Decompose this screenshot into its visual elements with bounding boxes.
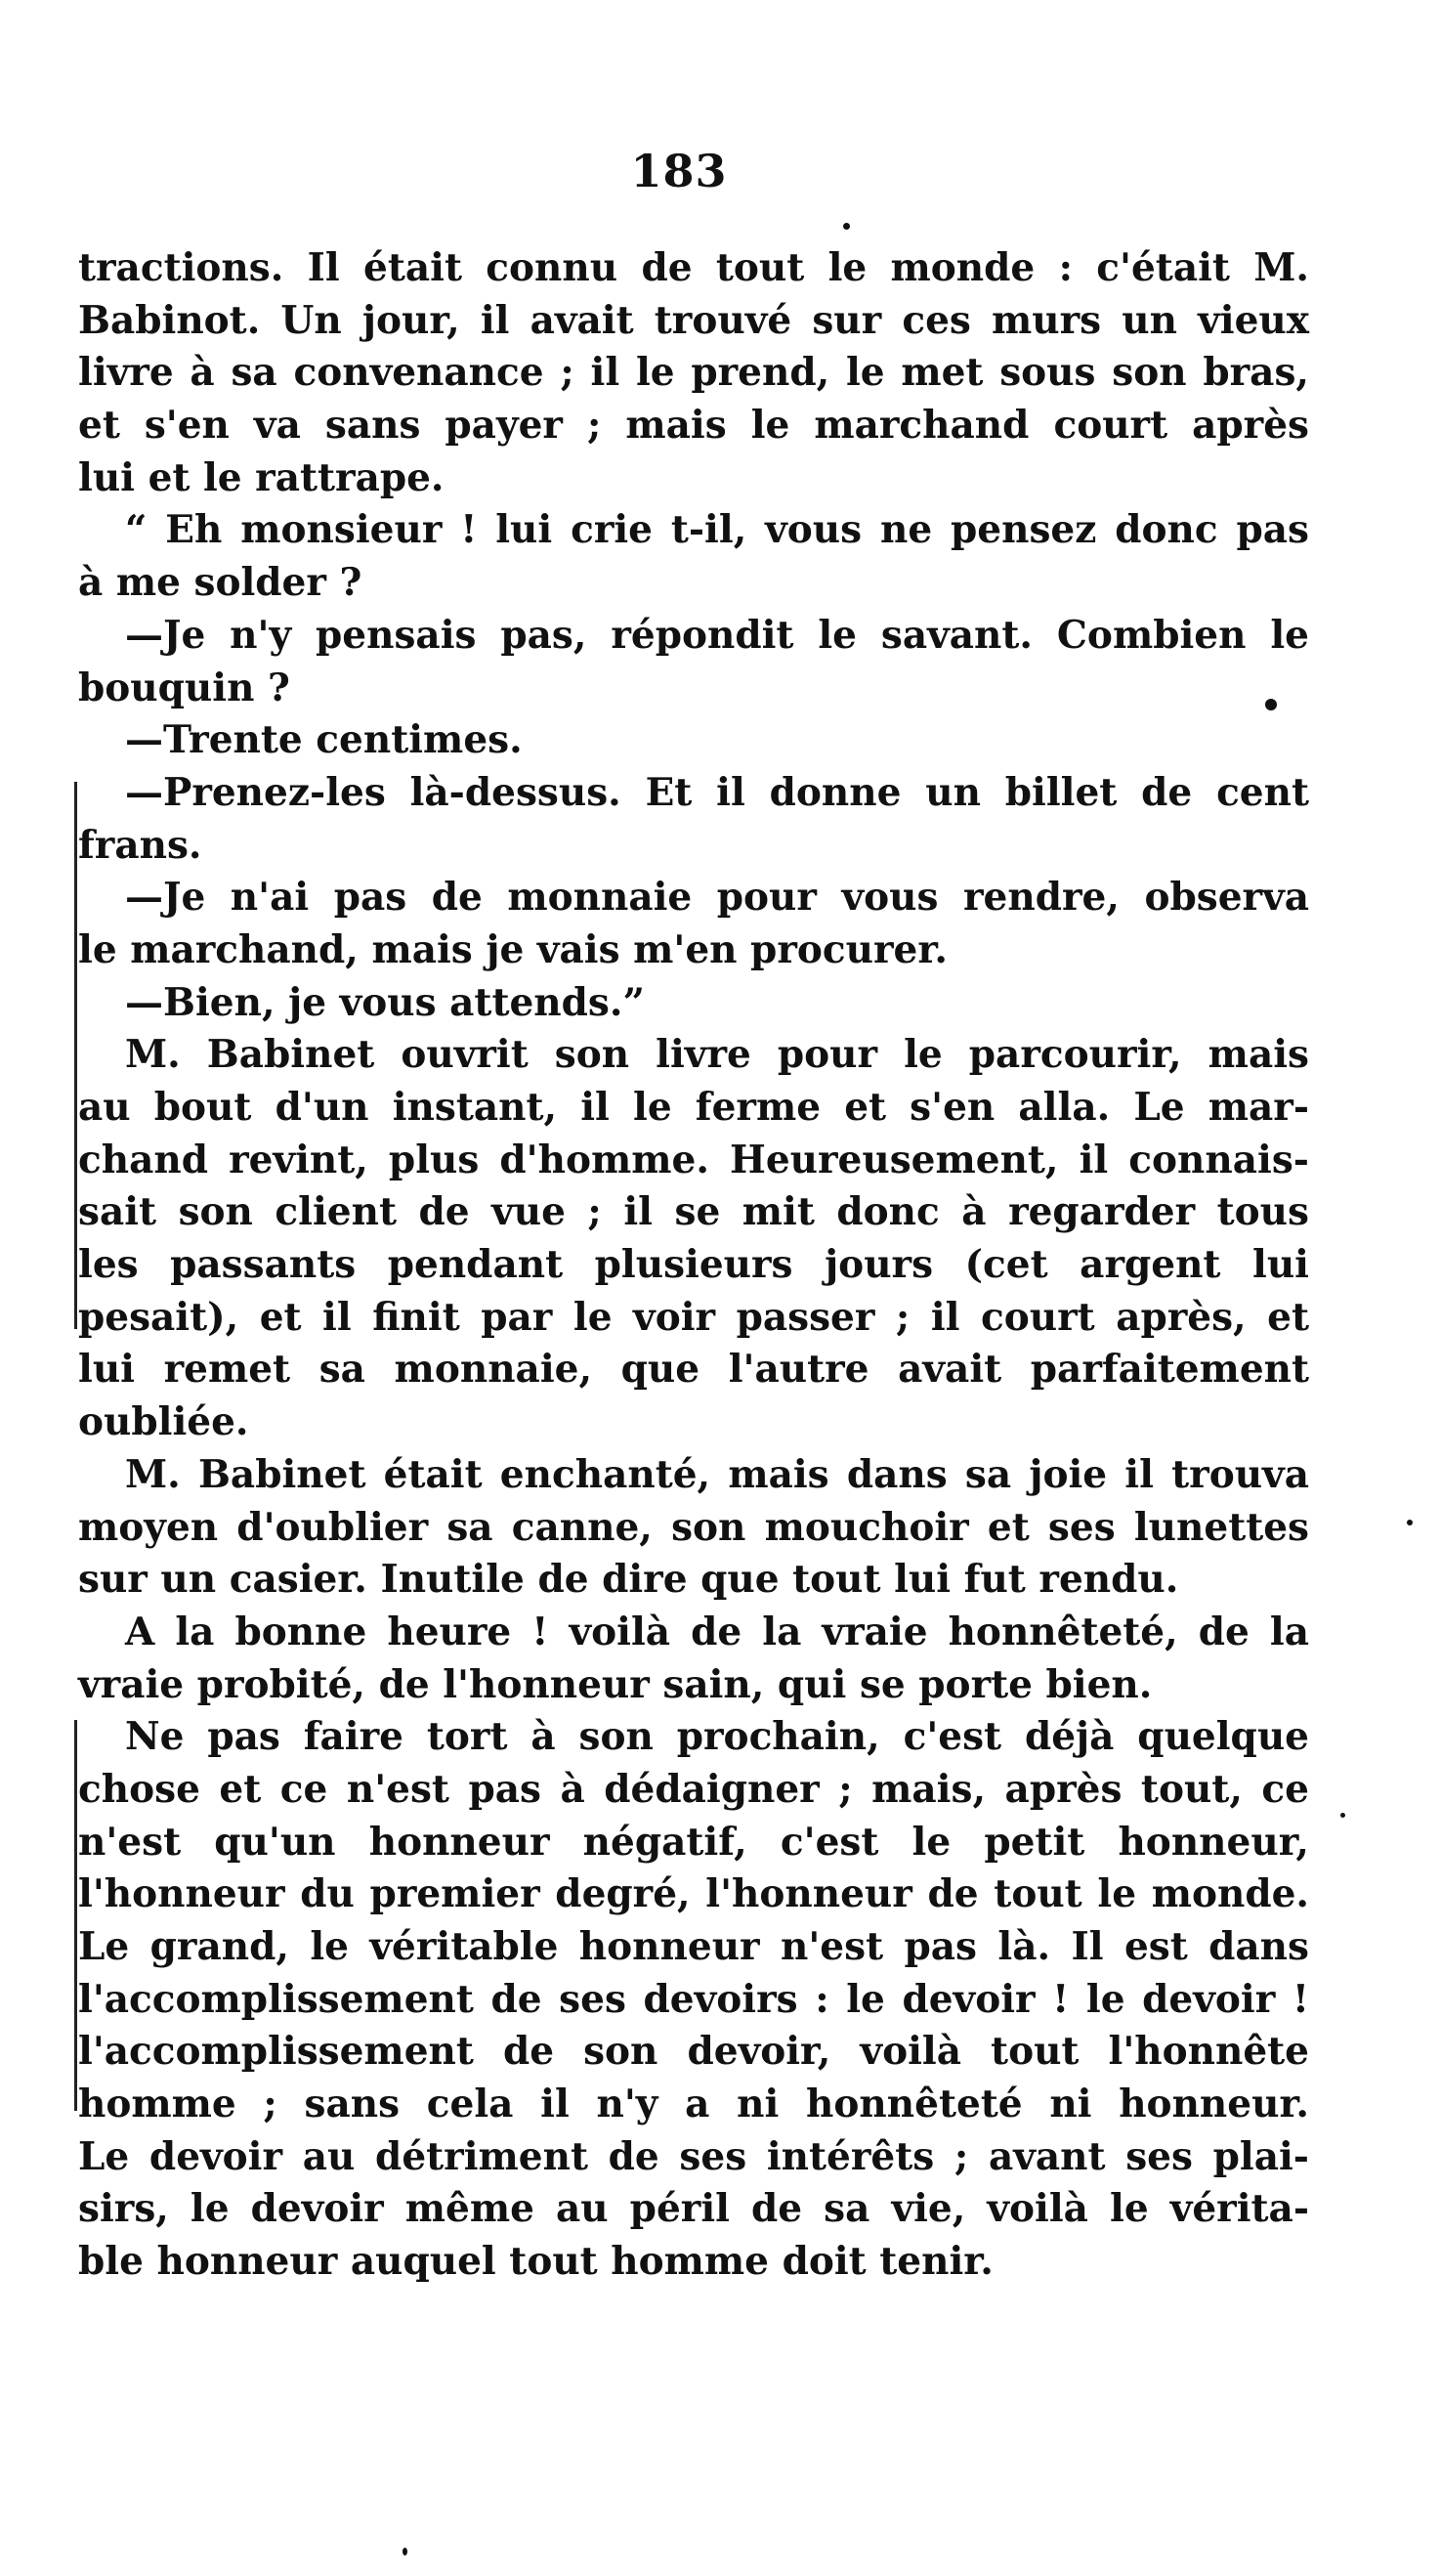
text-line: M. Babinet était enchanté, mais dans sa joie il trouva bbox=[125, 1451, 1309, 1497]
left-margin-rule bbox=[74, 1720, 77, 2111]
text-line: l'honneur du premier degré, l'honneur de tout le monde. bbox=[78, 1871, 1309, 1917]
text-line: frans. bbox=[78, 822, 202, 868]
text-line: l'accomplissement de son devoir, voilà tout l'honnête bbox=[78, 2029, 1309, 2075]
text-line: —Trente centimes. bbox=[125, 717, 523, 763]
text-line: n'est qu'un honneur négatif, c'est le petit honneur, bbox=[78, 1819, 1309, 1865]
text-line: vraie probité, de l'honneur sain, qui se porte bien. bbox=[78, 1661, 1153, 1707]
text-line: M. Babinet ouvrit son livre pour le parcourir, mais bbox=[125, 1032, 1309, 1078]
text-line: sur un casier. Inutile de dire que tout lui fut rendu. bbox=[78, 1557, 1179, 1603]
text-line: —Prenez-les là-dessus. Et il donne un billet de cent bbox=[125, 769, 1309, 815]
text-line: livre à sa convenance ; il le prend, le met sous son bras, bbox=[78, 350, 1309, 396]
body-text bbox=[78, 242, 1309, 2289]
text-line: bouquin ? bbox=[78, 665, 290, 710]
text-line: les passants pendant plusieurs jours (cet argent lui bbox=[78, 1242, 1309, 1288]
ink-speck bbox=[403, 2548, 407, 2555]
text-line: homme ; sans cela il n'y a ni honnêteté ni honneur. bbox=[78, 2082, 1309, 2127]
text-line: oubliée. bbox=[78, 1399, 249, 1445]
text-line: à me solder ? bbox=[78, 560, 362, 606]
text-line: Le grand, le véritable honneur n'est pas là. Il est dans bbox=[78, 1924, 1309, 1969]
text-line: Le devoir au détriment de ses intérêts ; avant ses plai- bbox=[78, 2133, 1309, 2179]
ink-speck bbox=[1407, 1520, 1413, 1525]
text-line: l'accomplissement de ses devoirs : le devoir ! le devoir ! bbox=[78, 1976, 1309, 2022]
ink-speck bbox=[1340, 1813, 1345, 1818]
text-line: “ Eh monsieur ! lui crie t-il, vous ne pensez donc pas bbox=[125, 507, 1309, 553]
text-line: sirs, le devoir même au péril de sa vie, voilà le vérita- bbox=[78, 2186, 1309, 2232]
text-line: —Bien, je vous attends.” bbox=[125, 979, 645, 1025]
text-line: moyen d'oublier sa canne, son mouchoir et ses lunettes bbox=[78, 1504, 1309, 1550]
text-line: Ne pas faire tort à son prochain, c'est déjà quelque bbox=[125, 1714, 1309, 1760]
text-line: le marchand, mais je vais m'en procurer. bbox=[78, 926, 948, 972]
text-line: chose et ce n'est pas à dédaigner ; mais, après tout, ce bbox=[78, 1766, 1309, 1812]
text-line: sait son client de vue ; il se mit donc à regarder tous bbox=[78, 1189, 1309, 1235]
page-number: 183 bbox=[630, 145, 728, 197]
text-line: lui remet sa monnaie, que l'autre avait parfaitement bbox=[78, 1347, 1309, 1393]
text-line: tractions. Il était connu de tout le monde : c'était M. bbox=[78, 245, 1309, 290]
text-line: pesait), et il finit par le voir passer ; il court après, et bbox=[78, 1294, 1309, 1340]
ink-speck bbox=[843, 223, 850, 230]
text-line: lui et le rattrape. bbox=[78, 454, 445, 500]
text-line: et s'en va sans payer ; mais le marchand court après bbox=[78, 403, 1309, 449]
text-line: ble honneur auquel tout homme doit tenir. bbox=[78, 2239, 994, 2285]
text-line: au bout d'un instant, il le ferme et s'en alla. Le mar- bbox=[78, 1085, 1309, 1130]
text-line: —Je n'y pensais pas, répondit le savant. Combien le bbox=[125, 612, 1309, 658]
text-line: —Je n'ai pas de monnaie pour vous rendre, observa bbox=[125, 875, 1309, 921]
left-margin-rule bbox=[74, 782, 77, 1329]
text-line: chand revint, plus d'homme. Heureusement, il connais- bbox=[78, 1137, 1309, 1182]
text-line: A la bonne heure ! voilà de la vraie honnêteté, de la bbox=[125, 1609, 1309, 1654]
text-line: Babinot. Un jour, il avait trouvé sur ces murs un vieux bbox=[78, 297, 1309, 343]
